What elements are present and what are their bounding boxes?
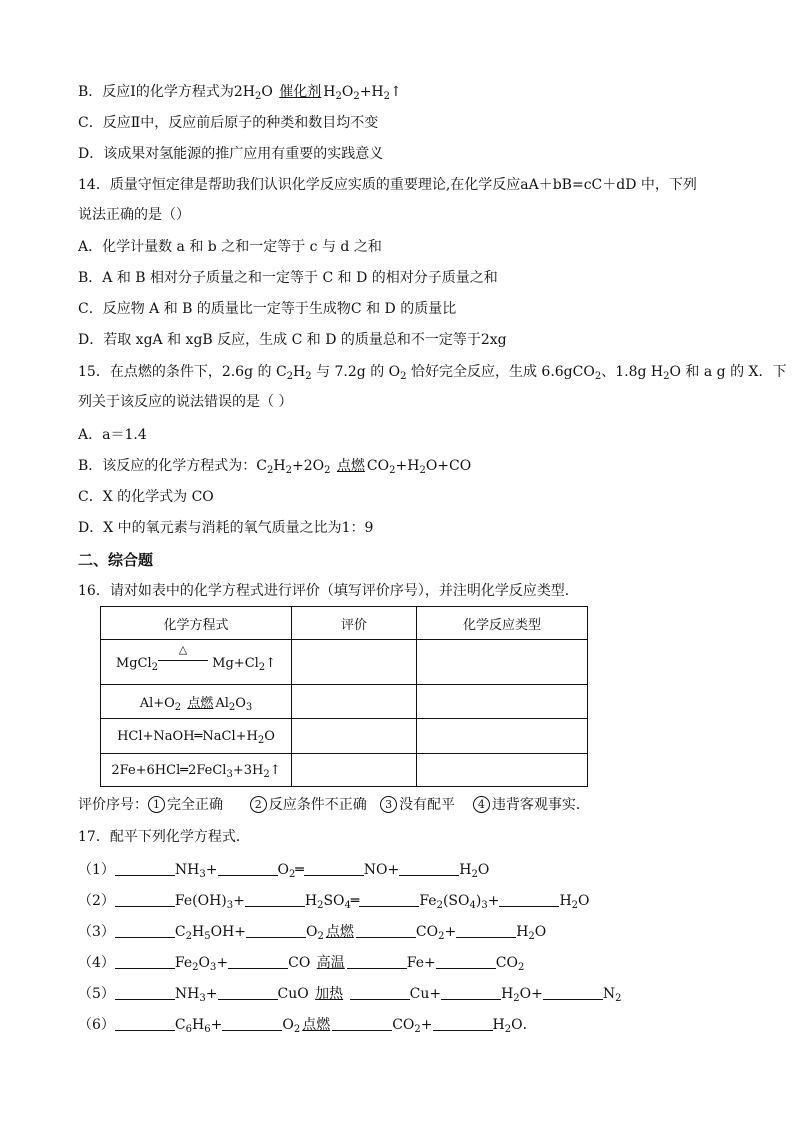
q17-item-3: （3） $C_2H_5OH+ O_2$ 点燃 $CO_2+ H_2O$ [78, 924, 547, 942]
evaluation-legend: 评价序号： 1 完全正确 2 反应条件不正确 3 没有配平 4 违背客观事实． [78, 797, 590, 813]
q17-item-1: （1） $NH_3+$ $O_2═$ $NO+ H_2O$ [78, 862, 490, 880]
q14-option-d: D．若取 xgA 和 xgB 反应，生成 C 和 D 的质量总和不一定等于2xg [78, 332, 507, 348]
table-row [101, 685, 588, 719]
evaluation-cell[interactable] [292, 685, 417, 719]
evaluation-cell[interactable] [292, 754, 417, 787]
q17-item-2: （2） $Fe(OH)_3+$ $H_2SO_4═$ $Fe_2(SO_4)_3+ H_2O$ [78, 893, 590, 911]
reaction-type-cell[interactable] [417, 719, 588, 754]
table-header-row [101, 607, 588, 640]
circled-number: 3 [380, 796, 397, 813]
q15-option-a: A．a＝1.4 [78, 427, 147, 443]
q13-option-d: D．该成果对氢能源的推广应用有重要的实践意义 [78, 146, 384, 162]
table-row [101, 640, 588, 685]
ignite-condition: 点燃 [336, 458, 365, 474]
section-heading: 二、综合题 [78, 551, 154, 569]
reaction-type-cell[interactable] [417, 640, 588, 685]
catalyst-condition: 催化剂 [279, 84, 322, 100]
q14-stem-line1: 14．质量守恒定律是帮助我们认识化学反应实质的重要理论,在化学反应aA＋bB=cC＋dD 中，下列 [78, 177, 697, 193]
q14-option-b: B．A 和 B 相对分子质量之和一定等于 C 和 D 的相对分子质量之和 [78, 270, 498, 286]
heat-condition: 加热 [315, 986, 344, 1002]
q15-option-c: C．X 的化学式为 CO [78, 489, 214, 505]
evaluation-cell[interactable] [292, 719, 417, 754]
q15-stem-line2: 列关于该反应的说法错误的是（ ） [78, 394, 293, 410]
table-row [101, 754, 588, 787]
q13-option-c: C．反应Ⅱ中，反应前后原子的种类和数目均不变 [78, 115, 379, 131]
equation-cell: $Al+O_2$ 点燃 $Al_2O_3$ [101, 685, 292, 719]
circled-number: 2 [250, 796, 267, 813]
header-equation: 化学方程式 [101, 607, 292, 640]
reaction-type-cell[interactable] [417, 685, 588, 719]
q17-item-6: （6） $C_6H_6+ O_2$ 点燃 $CO_2+ H_2O$． [78, 1017, 537, 1035]
delta-condition: △ [178, 643, 188, 656]
ignite-condition: 点燃 [187, 696, 214, 711]
q15-stem-line1: 15．在点燃的条件下，2.6g 的 $C_2H_2$ 与 7.2g 的 $O_2$ 恰好完全反应，生成 6.6gCO$_2$、1.8g $H_2O$ 和 a g 的 X．下 [78, 364, 787, 382]
q13-option-b: B．反应Ⅰ的化学方程式为$2H_2O$ 催化剂 $H_2O_2+H_2↑$ [78, 84, 402, 102]
q14-stem-line2: 说法正确的是（） [78, 207, 190, 223]
q17-stem: 17．配平下列化学方程式． [78, 829, 250, 845]
circled-number: 1 [148, 796, 165, 813]
reaction-type-cell[interactable] [417, 754, 588, 787]
q15-option-d: D．X 中的氧元素与消耗的氧气质量之比为1：9 [78, 520, 374, 536]
equation-cell: $HCl+NaOH═NaCl+H_2O$ [101, 719, 292, 754]
high-temp-condition: 高温 [316, 955, 345, 971]
equation-cell: MgCl$_2$ △ $Mg+Cl_2↑$ [101, 640, 292, 685]
table-row [101, 719, 588, 754]
evaluation-table [100, 606, 588, 787]
q14-option-a: A．化学计量数 a 和 b 之和一定等于 c 与 d 之和 [78, 239, 382, 255]
ignite-condition: 点燃 [302, 1017, 331, 1033]
header-reaction-type: 化学反应类型 [417, 607, 588, 640]
q14-option-c: C．反应物 A 和 B 的质量比一定等于生成物C 和 D 的质量比 [78, 301, 457, 317]
q17-item-5: （5） $NH_3+$ CuO 加热 $Cu+ H_2O+ N_2$ [78, 986, 622, 1004]
q15-option-b: B．该反应的化学方程式为：$C_2H_2+2O_2$ 点燃 $CO_2+H_2O+CO$ [78, 458, 472, 476]
q17-item-4: （4） $Fe_2O_3+$ CO 高温 $Fe+ CO_2$ [78, 955, 525, 973]
evaluation-cell[interactable] [292, 640, 417, 685]
circled-number: 4 [473, 796, 490, 813]
ignite-condition: 点燃 [325, 924, 354, 940]
header-evaluation: 评价 [292, 607, 417, 640]
equation-cell: $2Fe+6HCl═2FeCl_3+3H_2↑$ [101, 754, 292, 787]
q16-stem: 16．请对如表中的化学方程式进行评价（填写评价序号），并注明化学反应类型． [78, 583, 579, 599]
